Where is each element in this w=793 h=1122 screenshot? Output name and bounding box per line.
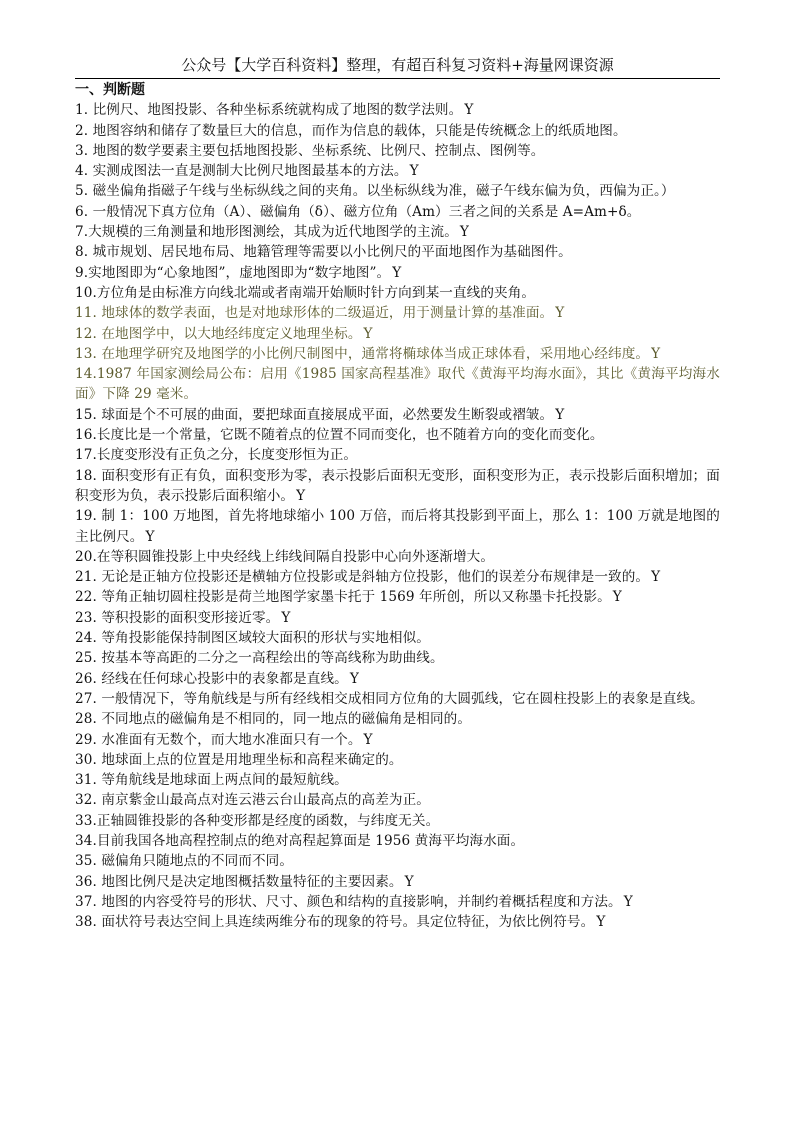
question-item <box>75 161 720 181</box>
question-number: 17. <box>75 447 97 464</box>
question-text: 1987 年国家测绘局公布：启用《1985 国家高程基准》取代《黄海平均海水面》，其比《黄海平均海水面》下降 29 毫米。 <box>75 366 720 403</box>
answer-mark: Y <box>404 873 414 890</box>
question-text: 一般情况下真方位角（A）、磁偏角（δ）、磁方位角（Am）三者之间的关系是 A=Am+δ。 <box>92 203 641 220</box>
question-item <box>75 324 720 344</box>
question-item <box>75 587 720 607</box>
question-number: 2. <box>75 122 89 139</box>
question-number: 9. <box>75 264 89 281</box>
answer-mark: Y <box>596 914 606 931</box>
question-text: 等角投影能保持制图区域较大面积的形状与实地相似。 <box>101 630 430 647</box>
question-number: 24. <box>75 630 97 647</box>
question-text: 等积投影的面积变形接近零。 <box>101 609 280 626</box>
question-text: 一般情况下，等角航线是与所有经线相交成相同方位角的大圆弧线，它在圆柱投影上的表象是直线。 <box>101 690 704 707</box>
question-number: 21. <box>75 569 97 586</box>
question-item <box>75 811 720 831</box>
answer-mark: Y <box>612 589 622 606</box>
answer-mark: Y <box>651 345 661 362</box>
question-item <box>75 730 720 750</box>
question-item <box>75 648 720 668</box>
question-item <box>75 628 720 648</box>
question-text: 按基本等高距的二分之一高程绘出的等高线称为助曲线。 <box>101 650 444 667</box>
question-text: 水准面有无数个，而大地水准面只有一个。 <box>101 731 362 748</box>
question-number: 20. <box>75 548 97 565</box>
question-number: 36. <box>75 873 97 890</box>
question-item <box>75 689 720 709</box>
question-item <box>75 790 720 810</box>
question-item <box>75 141 720 161</box>
question-number: 26. <box>75 670 97 687</box>
question-number: 10. <box>75 284 97 301</box>
question-item <box>75 263 720 283</box>
question-text: 长度比是一个常量，它既不随着点的位置不同而变化，也不随着方向的变化而变化。 <box>96 427 604 444</box>
question-number: 11. <box>75 305 97 322</box>
question-number: 5. <box>75 183 89 200</box>
question-text: 地图的数学要素主要包括地图投影、坐标系统、比例尺、控制点、图例等。 <box>92 142 545 159</box>
answer-mark: Y <box>363 731 373 748</box>
question-item <box>75 831 720 851</box>
question-text: 比例尺、地图投影、各种坐标系统就构成了地图的数学法则。 <box>92 102 463 119</box>
question-item <box>75 892 720 912</box>
question-number: 6. <box>75 203 89 220</box>
question-text: 球面是个不可展的曲面，要把球面直接展成平面，必然要发生断裂或褶皱。 <box>101 406 554 423</box>
question-item <box>75 506 720 547</box>
question-number: 4. <box>75 163 89 180</box>
question-number: 25. <box>75 650 97 667</box>
answer-mark: Y <box>651 569 661 586</box>
question-number: 30. <box>75 751 97 768</box>
question-number: 19. <box>75 508 97 525</box>
answer-mark: Y <box>409 163 419 180</box>
question-item <box>75 242 720 262</box>
question-number: 37. <box>75 893 97 910</box>
question-number: 13. <box>75 345 97 362</box>
answer-mark: Y <box>349 670 359 687</box>
answer-mark: Y <box>145 528 155 545</box>
question-text: 城市规划、居民地布局、地籍管理等需要以小比例尺的平面地图作为基础图件。 <box>92 244 572 261</box>
question-text: 地图比例尺是决定地图概括数量特征的主要因素。 <box>101 873 403 890</box>
answer-mark: Y <box>623 893 633 910</box>
question-text: 正轴圆锥投影的各种变形都是经度的函数，与纬度无关。 <box>96 812 440 829</box>
question-number: 23. <box>75 609 97 626</box>
question-number: 38. <box>75 914 97 931</box>
question-text: 无论是正轴方位投影还是横轴方位投影或是斜轴方位投影，他们的误差分布规律是一致的。 <box>101 569 650 586</box>
question-number: 27. <box>75 690 97 707</box>
answer-mark: Y <box>555 305 565 322</box>
question-text: 长度变形没有正负之分，长度变形恒为正。 <box>96 447 358 464</box>
question-text: 面积变形有正有负，面积变形为零，表示投影后面积无变形，面积变形为正，表示投影后面积增加；面积变形为负，表示投影后面积缩小。 <box>75 467 721 504</box>
question-item <box>75 202 720 222</box>
question-text: 在地图学中，以大地经纬度定义地理坐标。 <box>101 325 362 342</box>
question-text: 地图容纳和储存了数量巨大的信息，而作为信息的载体，只能是传统概念上的纸质地图。 <box>92 122 627 139</box>
question-text: 制 1：100 万地图，首先将地球缩小 100 万倍，而后将其投影到平面上，那么 1：100 万就是地图的主比例尺。 <box>75 508 720 545</box>
question-list <box>75 100 720 932</box>
question-number: 3. <box>75 142 89 159</box>
question-item <box>75 283 720 303</box>
question-text: 地图的内容受符号的形状、尺寸、颜色和结构的直接影响，并制约着概括程度和方法。 <box>101 893 622 910</box>
question-text: 等角航线是地球面上两点间的最短航线。 <box>101 772 348 789</box>
question-text: 南京紫金山最高点对连云港云台山最高点的高差为正。 <box>101 792 430 809</box>
question-item <box>75 121 720 141</box>
section-heading: 一、判断题 <box>75 82 145 98</box>
answer-mark: Y <box>392 264 402 281</box>
question-item <box>75 750 720 770</box>
question-number: 16. <box>75 427 97 444</box>
question-item <box>75 344 720 364</box>
answer-mark: Y <box>464 102 474 119</box>
question-item <box>75 872 720 892</box>
question-text: 目前我国各地高程控制点的绝对高程起算面是 1956 黄海平均海水面。 <box>96 832 525 849</box>
question-number: 8. <box>75 244 89 261</box>
page-header: 公众号【大学百科资料】整理，有超百科复习资料+海量网课资源 <box>75 54 720 79</box>
question-number: 15. <box>75 406 97 423</box>
question-text: 磁坐偏角指磁子午线与坐标纵线之间的夹角。以坐标纵线为准，磁子午线东偏为负，西偏为正。） <box>92 183 675 200</box>
question-item <box>75 669 720 689</box>
question-number: 12. <box>75 325 97 342</box>
question-number: 32. <box>75 792 97 809</box>
question-number: 35. <box>75 853 97 870</box>
question-text: 面状符号表达空间上具连续两维分布的现象的符号。具定位特征，为依比例符号。 <box>101 914 595 931</box>
question-number: 34. <box>75 832 97 849</box>
question-item <box>75 567 720 587</box>
answer-mark: Y <box>363 325 373 342</box>
question-item <box>75 364 720 405</box>
question-number: 1. <box>75 102 89 119</box>
question-number: 18. <box>75 467 97 484</box>
question-item <box>75 181 720 201</box>
question-number: 29. <box>75 731 97 748</box>
question-item <box>75 466 720 507</box>
question-text: 地球面上点的位置是用地理坐标和高程来确定的。 <box>101 751 403 768</box>
question-text: 在等积圆锥投影上中央经线上纬线间隔自投影中心向外逐渐增大。 <box>96 548 495 565</box>
question-number: 7. <box>75 224 89 241</box>
answer-mark: Y <box>459 224 469 241</box>
question-item <box>75 303 720 323</box>
question-item <box>75 405 720 425</box>
question-text: 大规模的三角测量和地形图测绘，其成为近代地图学的主流。 <box>88 224 458 241</box>
question-number: 33. <box>75 812 97 829</box>
question-text: 等角正轴切圆柱投影是荷兰地图学家墨卡托于 1569 年所创，所以又称墨卡托投影。 <box>101 589 611 606</box>
question-item <box>75 851 720 871</box>
question-item <box>75 709 720 729</box>
question-item <box>75 770 720 790</box>
answer-mark: Y <box>296 487 306 504</box>
question-number: 28. <box>75 711 97 728</box>
question-number: 31. <box>75 772 97 789</box>
question-item <box>75 222 720 242</box>
question-item <box>75 547 720 567</box>
question-text: 不同地点的磁偏角是不相同的，同一地点的磁偏角是相同的。 <box>101 711 472 728</box>
question-item <box>75 100 720 120</box>
question-text: 实地图即为“心象地图”，虚地图即为“数字地图”。 <box>88 264 391 281</box>
answer-mark: Y <box>281 609 291 626</box>
question-text: 实测成图法一直是测制大比例尺地图最基本的方法。 <box>92 163 408 180</box>
question-text: 在地理学研究及地图学的小比例尺制图中，通常将椭球体当成正球体看，采用地心经纬度。 <box>101 345 650 362</box>
question-text: 经线在任何球心投影中的表象都是直线。 <box>101 670 348 687</box>
question-item <box>75 445 720 465</box>
question-number: 22. <box>75 589 97 606</box>
question-text: 方位角是由标准方向线北端或者南端开始顺时针方向到某一直线的夹角。 <box>96 284 536 301</box>
answer-mark: Y <box>555 406 565 423</box>
question-number: 14. <box>75 366 97 383</box>
question-item <box>75 425 720 445</box>
document-page <box>75 54 720 932</box>
question-text: 磁偏角只随地点的不同而不同。 <box>101 853 294 870</box>
question-item <box>75 912 720 932</box>
question-text: 地球体的数学表面，也是对地球形体的二级逼近，用于测量计算的基准面。 <box>101 305 554 322</box>
question-item <box>75 608 720 628</box>
